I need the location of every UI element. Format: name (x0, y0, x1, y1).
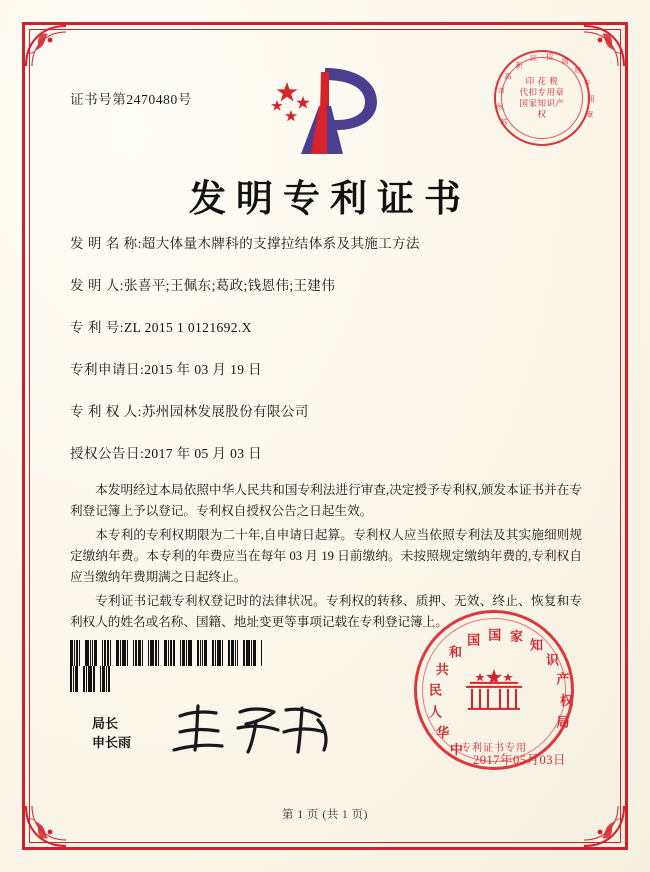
field-label: 授权公告日: (70, 446, 145, 461)
page-title: 发明专利证书 (189, 176, 471, 220)
field-value: 2015 年 03 月 19 日 (144, 362, 263, 377)
gov-seal-arc-text: 中 华 人 民 共 和 国 国 家 知 识 产 权 局 (428, 627, 574, 758)
legal-paragraph-1: 本发明经过本局依照中华人民共和国专利法进行审查,决定授予专利权,颁发本证书并在专利登记簿上予以登记。专利权自授权公告之日起生效。 (70, 483, 582, 518)
tax-stamp-seal (494, 50, 595, 146)
field-row-patent-number (70, 316, 580, 336)
page-footer: 第 1 页 (共 1 页) (281, 809, 369, 821)
cnipa-logo-icon (261, 62, 389, 158)
field-label: 发 明 人: (70, 278, 125, 293)
field-value: 苏州园林发展股份有限公司 (141, 404, 309, 419)
field-list (70, 232, 580, 484)
field-label: 专 利 号: (70, 320, 125, 335)
director-block (92, 714, 131, 752)
field-label: 专 利 权 人: (70, 404, 142, 419)
field-row-patentee (70, 400, 580, 420)
field-row-invention-name (70, 232, 580, 252)
director-name: 申长雨 (92, 735, 132, 750)
top-seal-center-text: 印 花 税 代扣专用章 国家知识产权 (519, 76, 565, 119)
field-value: 2017 年 05 月 03 日 (144, 446, 263, 461)
field-value: 超大体量木牌科的支撑拉结体系及其施工方法 (141, 236, 420, 251)
field-label: 发 明 名 称: (70, 236, 142, 251)
national-emblem-icon (458, 669, 530, 715)
gov-seal-bottom-text: 专利证书专用 (461, 743, 527, 754)
director-label: 局长 (92, 716, 119, 731)
legal-paragraph-2: 本专利的专利权期限为二十年,自申请日起算。专利权人应当依照专利法及其实施细则规定缴纳年费。本专利的年费应当在每年 03 月 19 日前缴纳。未按照规定缴纳年费的,专利权自应当缴纳年费期满之日起终止。 (70, 528, 582, 584)
field-value: 张喜平;王佩东;葛政;钱恩伟;王建伟 (124, 278, 336, 293)
top-seal-arc-text: 苏 州 市 高 新 区 招 商 局 专 用 章 (496, 54, 595, 127)
certificate-number: 证书号第2470480号 (70, 92, 192, 107)
field-label: 专利申请日: (70, 362, 145, 377)
field-row-grant-date (70, 442, 580, 462)
certificate-content (40, 40, 610, 832)
field-row-inventors (70, 274, 580, 294)
official-government-seal (414, 610, 574, 770)
field-value: ZL 2015 1 0121692.X (124, 320, 252, 335)
handwritten-signature (168, 702, 338, 758)
seal-date: 2017年05月03日 (472, 753, 566, 767)
legal-paragraph-3: 专利证书记载专利权登记时的法律状况。专利权的转移、质押、无效、终止、恢复和专利权人的姓名或名称、国籍、地址变更等事项记载在专利登记簿上。 (70, 594, 582, 629)
field-row-application-date (70, 358, 580, 378)
barcode (70, 640, 265, 666)
